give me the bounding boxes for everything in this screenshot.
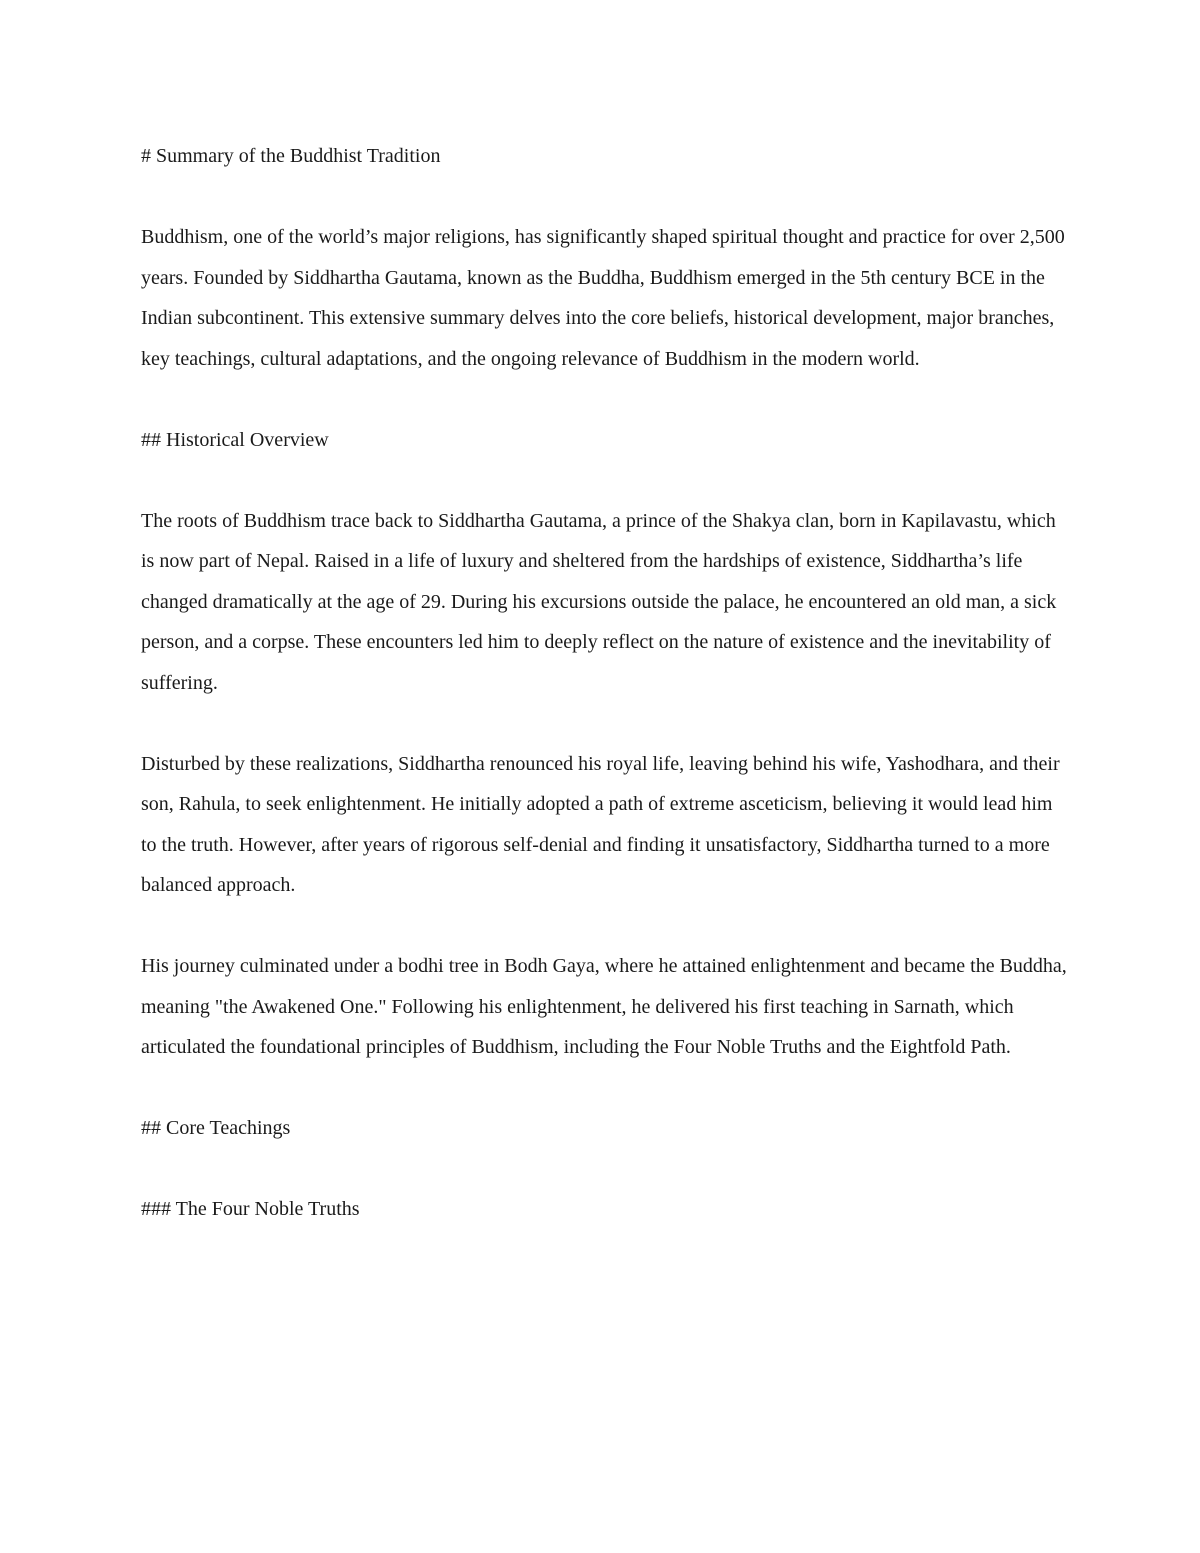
spacer — [141, 177, 1071, 218]
document-title: # Summary of the Buddhist Tradition — [141, 145, 441, 167]
historical-paragraph-2: Disturbed by these realizations, Siddhartha renounced his royal life, leaving behind his wife, Yashodhara, and their son, Rahula, to seek enlightenment. He initially adopted a path of extreme asceticism, believing it would lead him to the truth. However, after years of rigorous self-denial and finding it unsatisfactory, Siddhartha turned to a more balanced approach. — [141, 752, 1060, 896]
historical-paragraph-1: The roots of Buddhism trace back to Siddhartha Gautama, a prince of the Shakya clan, born in Kapilavastu, which is now part of Nepal. Raised in a life of luxury and sheltered from the hardships of existence, Siddhartha’s life changed dramatically at the age of 29. During his excursions outside the palace, he encountered an old man, a sick person, and a corpse. These encounters led him to deeply reflect on the nature of existence and the inevitability of suffering. — [141, 509, 1057, 694]
spacer — [141, 1068, 1071, 1109]
spacer — [141, 460, 1071, 501]
section-heading-core-teachings: ## Core Teachings — [141, 1117, 291, 1139]
intro-paragraph: Buddhism, one of the world’s major religions, has significantly shaped spiritual thought and practice for over 2,500 years. Founded by Siddhartha Gautama, known as the Buddha, Buddhism emerged in the 5th century BCE in the Indian subcontinent. This extensive summary delves into the core beliefs, historical development, major branches, key teachings, cultural adaptations, and the ongoing relevance of Buddhism in the modern world. — [141, 226, 1065, 370]
section-heading-historical-overview: ## Historical Overview — [141, 428, 329, 451]
document-content — [141, 136, 1071, 1230]
historical-paragraph-3: His journey culminated under a bodhi tree in Bodh Gaya, where he attained enlightenment and became the Buddha, meaning "the Awakened One." Following his enlightenment, he delivered his first teaching in Sarnath, which articulated the foundational principles of Buddhism, including the Four Noble Truths and the Eightfold Path. — [141, 955, 1067, 1058]
spacer — [141, 906, 1071, 947]
spacer — [141, 379, 1071, 420]
spacer — [141, 1149, 1071, 1190]
subheading-four-noble-truths: ### The Four Noble Truths — [141, 1198, 360, 1220]
spacer — [141, 703, 1071, 744]
